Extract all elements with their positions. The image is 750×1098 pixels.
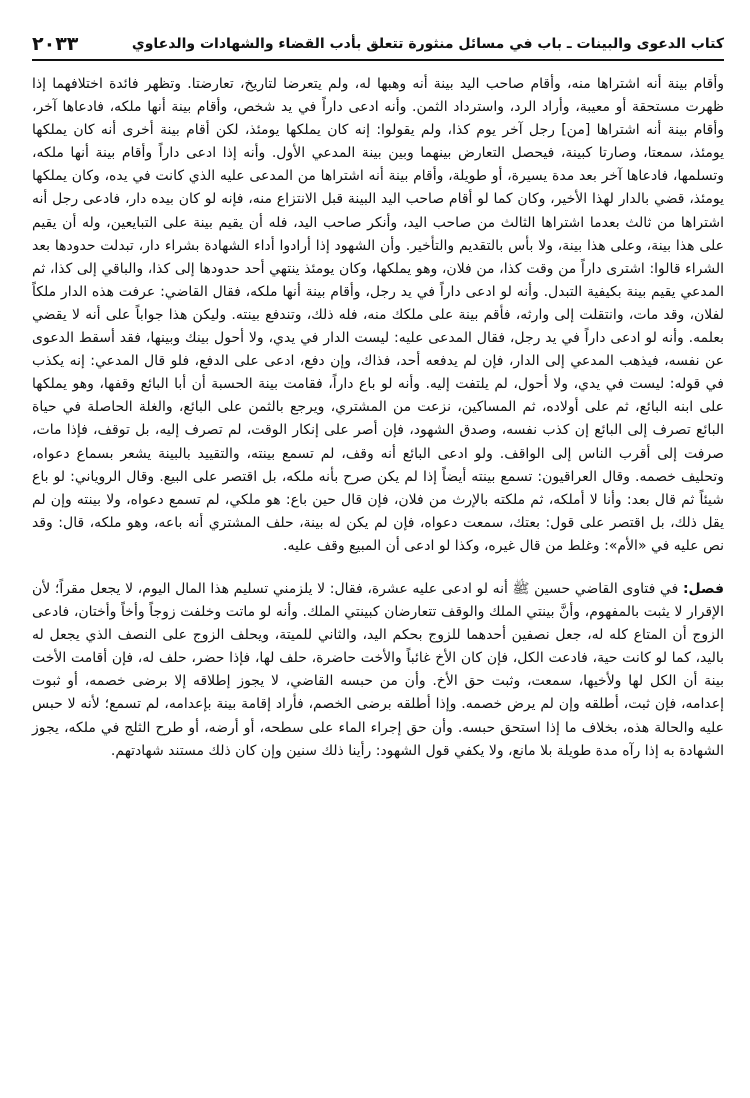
running-title: كتاب الدعوى والبينات ـ باب في مسائل منثورة تتعلق بأدب القضاء والشهادات والدعاوي (131, 36, 724, 52)
header-rule (32, 59, 724, 61)
page-number: ٢٠٣٣ (32, 33, 79, 55)
paragraph-2 (32, 578, 724, 763)
body-text (32, 73, 724, 763)
paragraph-2-text: في فتاوى القاضي حسين ﷺ أنه لو ادعى عليه عشرة، فقال: لا يلزمني تسليم هذا المال اليوم، لا يجعل مقراً؛ لأن الإقرار لا يثبت بالمفهوم، وأنَّ بينتي الملك والوقف تتعارضان كبينتي الملك. وأنه لو ماتت وخلفت زوجاً وأخاً وأختان، فادعى الزوج أن المتاع كله له، جعل نصفين أحدهما للزوج بحكم اليد، والثاني للميتة، ويحلف الزوج على النصف الذي يجعل له باليد، كما لو كانت حية، فادعت الكل، فإن كان الأخ غائباً والأخت حاضرة، حلف لها، فإذا حضر، حلف له، فإن أقامت الأخت بينة أن الكل لها ولأخيها، سمعت، وثبت حق الأخ. وأن من حبسه القاضي، لا يجوز إطلاقه إلا برضى خصمه، أو ثبوت إعدامه، فإن ثبت، أطلقه وإن لم يرض خصمه. وإذا أطلقه برضى الخصم، فأراد إقامة بينة بإعدامه، لم تسمع؛ لأنه لا حبس عليه والحالة هذه، بخلاف ما إذا استحق حبسه. وأن حق إجراء الماء على سطحه، أو أرضه، أو طرح الثلج في ملكه، يجوز الشهادة به إذا رآه مدة طويلة بلا مانع، ولا يكفي قول الشهود: رأينا ذلك سنين وإن كان ذلك مستند شهادتهم. (32, 580, 724, 759)
book-page (32, 26, 724, 1078)
paragraph-1 (32, 73, 724, 558)
page-header (32, 26, 724, 56)
paragraph-1-text: وأقام بينة أنه اشتراها منه، وأقام صاحب اليد بينة أنه وهبها له، ولم يتعرضا لتاريخ، تعارضتا. وتظهر فائدة اختلافهما إذا ظهرت مستحقة أو معيبة، وأراد الرد، واسترداد الثمن. وأنه ادعى داراً في يد شخص، وأقام بينة أنها ملكه، فادعاها آخر، وأقام بينة أنه اشتراها [من] رجل آخر يوم كذا، ولم يقولوا: إنه كان يملكها يومئذ، لكن أقام بينة أخرى أنه كان يملكها يومئذ، سمعتا، وصارتا كبينة، فيحصل التعارض بينهما وبين بينة المدعي الأول. وأنه إذا ادعى داراً وأقام بينة أنها ملكه، وتسلمها، فادعاها آخر بعد مدة يسيرة، أو طويلة، وأقام بينة أنه اشتراها من المدعى عليه الذي كانت في يده، وكان يملكها يومئذ، قضي بالدار لهذا الأخير، وكان كما لو أقام صاحب اليد البينة قبل الانتزاع منه، فإنه لو كان بيده دار، فادعى رجل أنه اشتراها من ثالث بعدما اشتراها الثالث من صاحب اليد، وأنكر صاحب اليد، فله أن يقيم بينة على التبايعين، وله أن يقيم على هذا بينة، وعلى هذا بينة، ولا بأس بالتقديم والتأخير. وأن الشهود إذا أرادوا أداء الشهادة بشراء دار، تبدلت حدودها بعد الشراء قالوا: اشترى داراً من وقت كذا، من فلان، وهو يملكها، وكان يومئذ ينتهي أحد حدودها إلى كذا، والباقي إلى كذا، ثم المدعي يقيم بينة بكيفية التبدل. وأنه لو ادعى داراً في يد رجل، وأقام بينة أنها ملكه، فقال القاضي: عرفت هذه الدار ملكاً لفلان، وقد مات، وانتقلت إلى وارثه، فأقم بينة على ملكك منه، فله ذلك، وتندفع بينته. وليكن هذا جواباً على أنه لا يقضي بعلمه. وأنه لو ادعى داراً في يد رجل، فقال المدعى عليه: ليست الدار في يدي، ولا أحول بينك وبينها، فقد أسقط الدعوى عن نفسه، فيذهب المدعي إلى الدار، فإن لم يدفعه أحد، فذاك، وإن دفع، ادعى على الدفع، فلو قال المدعي: إنه يكذب في قوله: ليست في يدي، ولا أحول، لم يلتفت إليه. وأنه لو باع داراً، فقامت بينة الحسبة أن أبا البائع وقفها، وهو يملكها على ابنه البائع، ثم على أولاده، ثم المساكين، نزعت من المشتري، ويرجع بالثمن على البائع، والغلة الحاصلة في حياة البائع تصرف إلى البائع إن كذب نفسه، وصدق الشهود، فإن أصر على إنكار الوقت، لم تصرف إليه، بل توقف، فإذا مات، صرفت إلى أقرب الناس إلى الواقف. ولو ادعى البائع أنه وقف، لم تسمع بينته، والتقييد بالبينة يشعر بسماع دعواه، وتحليف خصمه. وقال العراقيون: تسمع بينته أيضاً إذا لم يكن صرح بأنه ملكه، بل اقتصر على البيع. وقال الروياني: لو باع شيئاً ثم قال بعد: وأنا لا أملكه، ثم ملكته بالإرث من فلان، فإن قال حين باع: هو ملكي، لم تسمع دعواه، ولا بينته وإن لم يقل ذلك، بل اقتصر على قول: بعتك، سمعت دعواه، فإن لم يكن له بينة، حلف المشتري أنه باعه، وهو ملكه، قال: وقد نص عليه في «الأم»: وغلط من قال غيره، وكذا لو ادعى أن المبيع وقف عليه. (32, 76, 724, 554)
section-label: فصل: (682, 580, 724, 597)
